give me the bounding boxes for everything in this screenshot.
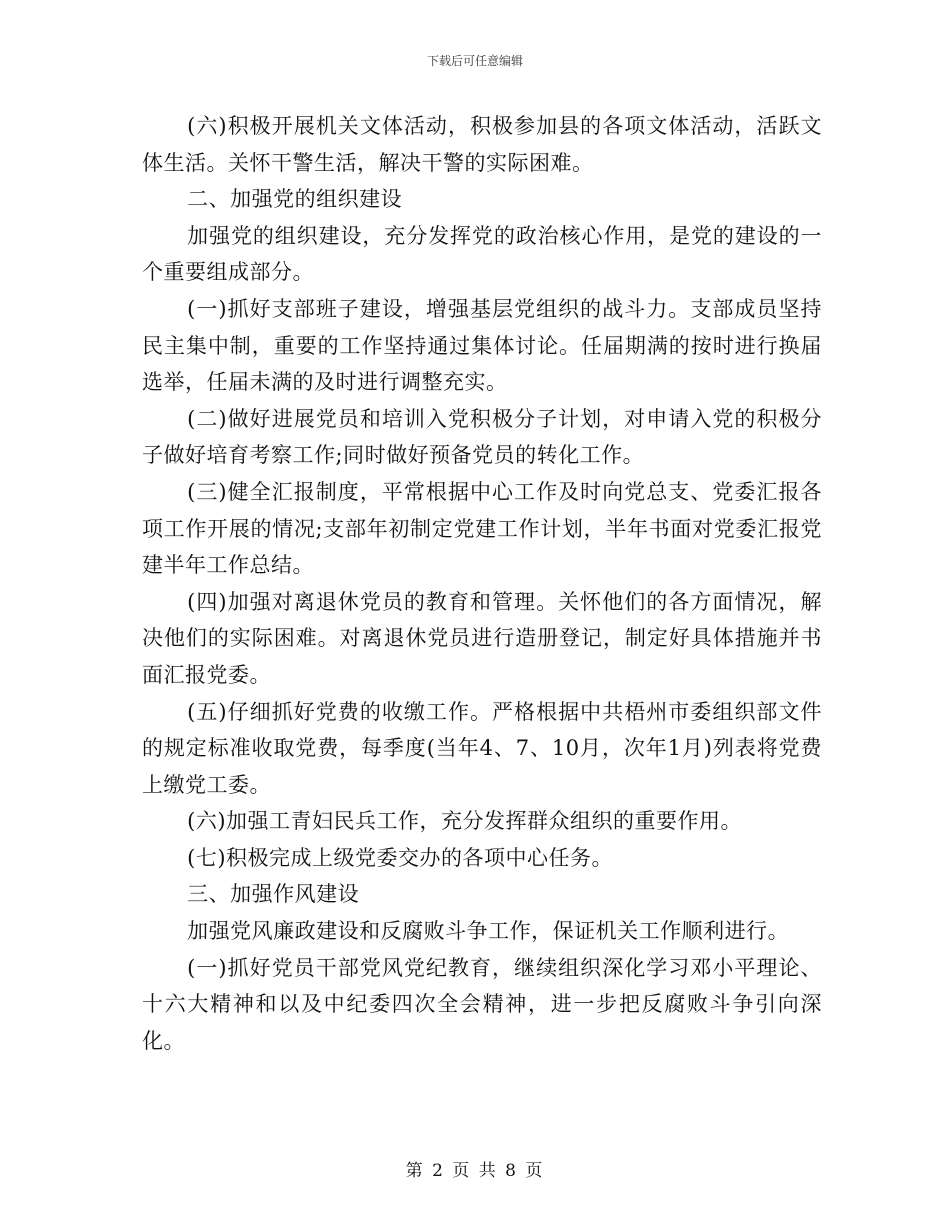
paragraph: (七)积极完成上级党委交办的各项中心任务。 <box>187 845 614 870</box>
paragraph: 加强党的组织建设，充分发挥党的政治核心作用，是党的建设的一个重要组成部分。 <box>142 223 822 285</box>
paragraph: 加强党风廉政建设和反腐败斗争工作，保证机关工作顺利进行。 <box>187 919 790 944</box>
section-heading: 二、加强党的组织建设 <box>187 187 403 212</box>
document-body <box>142 108 822 1059</box>
paragraph: (四)加强对离退休党员的教育和管理。关怀他们的各方面情况，解决他们的实际困难。对离退休党员进行造册登记，制定好具体措施并书面汇报党委。 <box>142 589 822 687</box>
section-heading: 三、加强作风建设 <box>187 882 360 907</box>
paragraph: (六)积极开展机关文体活动，积极参加县的各项文体活动，活跃文体生活。关怀干警生活，解决干警的实际困难。 <box>142 114 822 175</box>
paragraph: (五)仔细抓好党费的收缴工作。严格根据中共梧州市委组织部文件的规定标准收取党费，每季度(当年4、7、10月，次年1月)列表将党费上缴党工委。 <box>142 699 822 797</box>
paragraph: (六)加强工青妇民兵工作，充分发挥群众组织的重要作用。 <box>187 809 743 834</box>
page-footer: 第 2 页 共 8 页 <box>405 1161 545 1181</box>
page-header: 下载后可任意编辑 <box>426 54 523 68</box>
paragraph: (一)抓好支部班子建设，增强基层党组织的战斗力。支部成员坚持民主集中制，重要的工作坚持通过集体讨论。任届期满的按时进行换届选举，任届未满的及时进行调整充实。 <box>142 296 822 395</box>
paragraph: (三)健全汇报制度，平常根据中心工作及时向党总支、党委汇报各项工作开展的情况;支部年初制定党建工作计划，半年书面对党委汇报党建半年工作总结。 <box>142 479 822 578</box>
paragraph: (二)做好进展党员和培训入党积极分子计划，对申请入党的积极分子做好培育考察工作;同时做好预备党员的转化工作。 <box>142 406 822 468</box>
paragraph: (一)抓好党员干部党风党纪教育，继续组织深化学习邓小平理论、十六大精神和以及中纪委四次全会精神，进一步把反腐败斗争引向深化。 <box>142 955 822 1053</box>
